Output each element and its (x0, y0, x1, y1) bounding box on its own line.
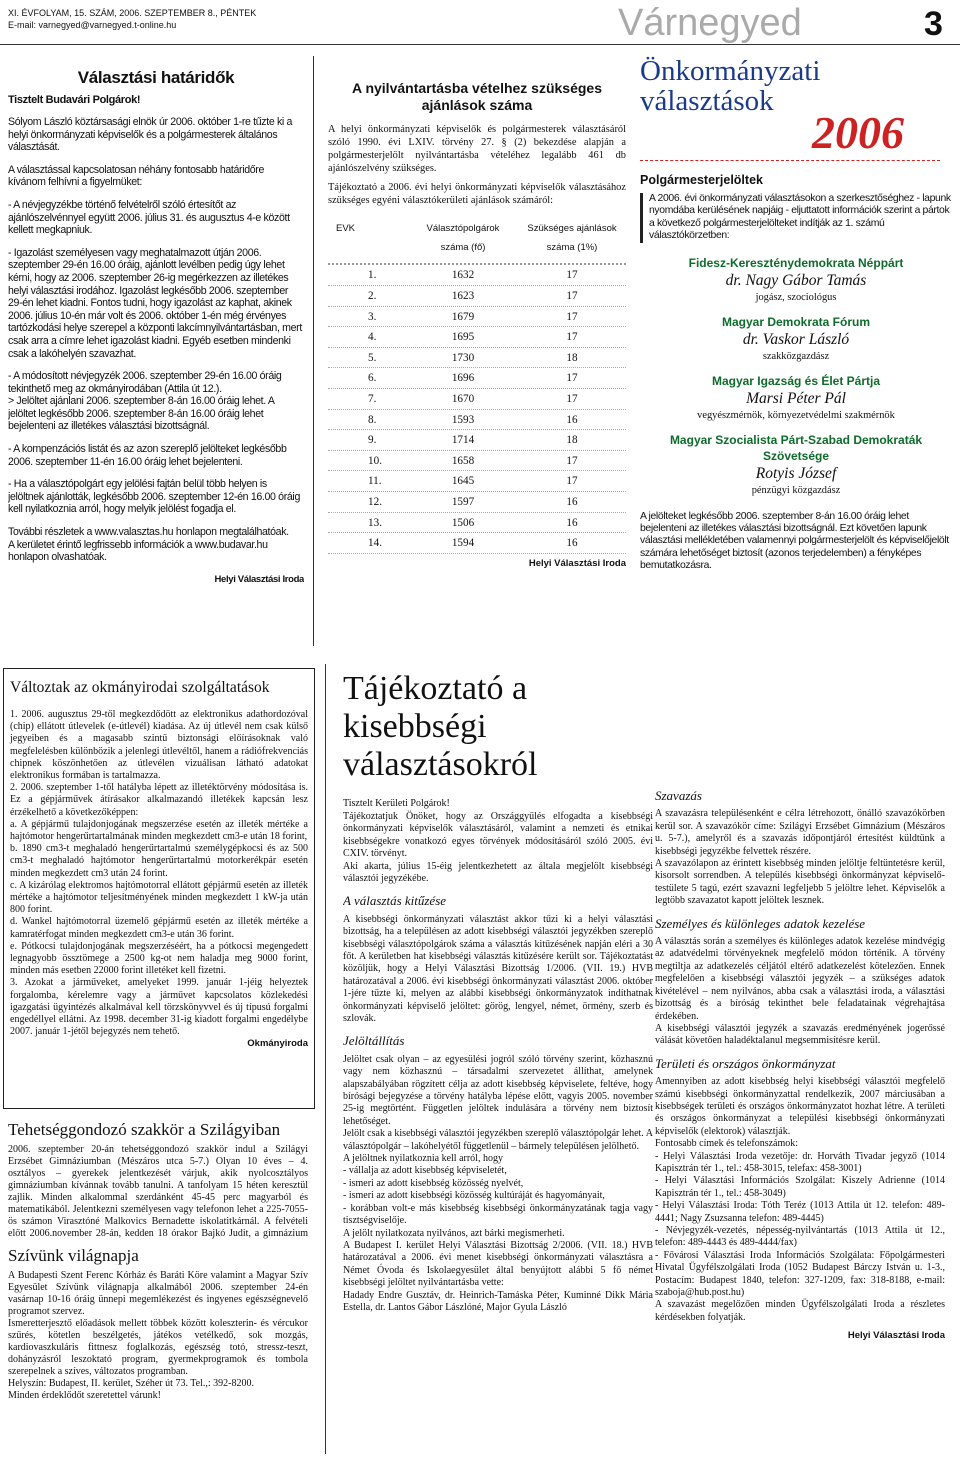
section-text: A szavazásra településenként e célra létrehozott, önálló szavazókörben kerül sor. A szavazókör címe: Szilágyi Erzsébet Gimnázium (Mészáros u. 5-7.), amelyről és a szavazás időpontjáról értesítést küldtünk a kisebbségi jegyzékbe felvettek részére. A szavazólapon az érintett kisebbség minden jelöltje feltüntetésre kerül, kisorsolt sorrendben. A település kisebbségi önkormányzat képviselő-testülete 5 tagú, ezért szavazni legfeljebb 5 jelöltre lehet. Képviselők a legtöbb szavazatot kapott jelöltek lesznek. (655, 808, 945, 907)
table-cell: 16 (566, 413, 578, 426)
section-heading: A választás kitűzése (343, 893, 447, 909)
table-cell: 17 (566, 475, 578, 488)
table-cell: 9. (368, 434, 377, 447)
table-row (328, 513, 626, 534)
email-line: E-mail: varnegyed@varnegyed.t-online.hu (8, 20, 177, 30)
nomination-signature: Helyi Választási Iroda (528, 557, 626, 569)
local-elections-article (640, 56, 952, 646)
table-cell: 17 (566, 269, 578, 282)
table-row (328, 368, 626, 389)
candidate-job: jogász, szociológus (755, 291, 837, 303)
office-paragraph: 1. 2006. augusztus 29-től megkezdődött az elektronikus adathordozóval (chip) ellátott útlevelek (e-útlevél) kiadása. Az új útlevél nem csak külső jegyeiben és a magasabb szintű biztonsági előírásoknak való megfelelésben különbözik a jelenlegi útlevéltől, hanem a rádiófrekvenciás chipnek köszönhetően az útlevélen vizuálisan látható adatokat elektronikus formában is tartalmazza. (10, 709, 308, 782)
table-cell: 1670 (451, 393, 475, 405)
evk-table (328, 219, 626, 553)
office-title: Változtak az okmányirodai szolgáltatások (10, 679, 270, 696)
table-cell: 12. (368, 495, 382, 508)
table-row (328, 430, 626, 451)
deadlines-signature: Helyi Választási Iroda (214, 573, 304, 585)
candidate-party: Magyar Demokrata Fórum (721, 314, 871, 329)
section-heading: Szavazás (655, 788, 702, 803)
local-title-year: 2006 (812, 107, 904, 158)
table-cell: 5. (368, 351, 377, 364)
section-text: Amennyiben az adott kisebbség helyi kisebbségi választói megfelelő számú kisebbségi önkormányzattal rendelkezik, 2007 márciusában a kisebbségek területi és országos önkormányzatot hozhat létre. A területi és országos önkormányzat a települési kisebbségi önkormányzati képviselők (elektorok) választják. Fontosabb címek és telefonszámok: - Helyi Választási Iroda vezetője: dr. Horváth Tivadar jegyző (1014 Kapisztrán tér 1., tel.: 458-3015, telefax: 458-3001) - Helyi Választási Információs Szolgálat: Kiszely Adrienne (1014 Kapisztrán tér 1., tel.: 458-3049) - Helyi Választási Iroda: Tóth Teréz (1013 Attila út 12. telefon: 489-4441; Nagy Zsuzsanna telefon: 489-4445) - Névjegyzék-vezetés, népesség-nyilvántartás (1013 Attila út 12., telefon: 489-4443 és 489-4444/fax) - Fővárosi Választási Iroda Információs Szolgálata: Főpolgármesteri Hivatal Ügyfélszolgálati Iroda (1052 Budapest Bárczy István u. 1-3., Postacím: Budapest 1840, telefon: 327-1209, fax: 318-8188, e-mail: szaboja@hub.post.hu) A szavazást megelőzően minden Ügyfélszolgálati Iroda a részletes kérdésekben folyatják. (655, 1076, 945, 1323)
table-cell: 1695 (451, 331, 475, 344)
deadline-paragraph: - Ha a választópolgárt egy jelölési fajtán belül több helyen is jelöltnek ajánlották, legkésőbb 2006. szeptember 12-én 16.00 óráig kell nyilatkoznia arról, hogy melyik jelölést fogadja el. (8, 478, 300, 516)
candidate-party: Fidesz-Kereszténydemokrata Néppárt (688, 255, 904, 270)
table-cell: 1632 (451, 269, 475, 282)
nomination-title: A nyilvántartásba vételhez szükséges ajánlások száma (351, 80, 603, 113)
issue-line: XI. ÉVFOLYAM, 15. SZÁM, 2006. SZEPTEMBER 8., PÉNTEK (8, 8, 257, 18)
local-title-line1: Önkormányzati (640, 56, 821, 87)
column-rule-2 (325, 664, 326, 1454)
section-heading: Jelöltállítás (343, 1033, 405, 1049)
nomination-article (328, 80, 626, 640)
office-paragraph: a. A gépjármű tulajdonjogának megszerzése esetén az illeték mértéke a hajtómotor hengerűrtartalmának minden megkezdett cm3-e után 18 forint, (10, 818, 308, 843)
nomination-lead: Tájékoztató a 2006. évi helyi önkormányzati képviselők választásához szükséges egyéni választókerületi ajánlások számáról: (328, 181, 626, 206)
table-cell: 4. (368, 331, 377, 344)
table-row (328, 348, 626, 369)
table-cell: 17 (566, 454, 578, 467)
table-row (328, 327, 626, 348)
deadline-paragraph: További részletek a www.valasztas.hu honlapon megtalálhatóak. A kerületet érintő legfrissebb információk a www.budavar.hu honlapon olvashatóak. (8, 526, 289, 564)
table-row (328, 410, 626, 431)
minority-article-right (655, 780, 945, 1450)
office-paragraph: 2. 2006. szeptember 1-től hatályba lépett az illetéktörvény módosítása is. Ez a gépjárművek átírásakor alkalmazandó illetékek kapcsán lesz érzékelhető a következőképpen: (10, 782, 308, 818)
table-cell: 18 (566, 434, 578, 447)
table-header (328, 219, 626, 265)
minority-title-line2: választásokról (343, 746, 538, 783)
red-divider (640, 160, 940, 161)
section-text: A választás során a személyes és különleges adatok kezelése mindvégig az adatvédelmi törvényeknek megfelelő módon történik. A törvény megtiltja az adatkezelés céljától eltérő adatkezelést kötelezően. Ennek megfelelően a kisebbségi választói jegyzék – a szükséges adatok kivételével – nem nyilvános, abba csak a választási iroda, a választási bizottság és a bíróság tekinthet bele feladatainak végrehajtása érdekében. A kisebbségi választói jegyzék a szavazás eredményének jogerőssé válását követően haladéktalanul megsemmisítésre kerül. (655, 936, 945, 1047)
table-cell: 1658 (451, 454, 475, 467)
candidates-intro: A 2006. évi önkormányzati választásokon a szerkesztőséghez - lapunk nyomdába kerülésének napjáig - eljuttatott információk szerint a pártok a következő polgármesterjelölteket indítják az 1. számú választókörzetben: (640, 193, 952, 243)
section-text: Jelöltet csak olyan – az egyesülési jogról szóló törvény szerint, közhasznú vagy nem közhasznú – társadalmi szervezetet állíthat, amelynek alapszabályában rögzített célja az adott kisebbség képviselete, feltéve, hogy bírósági bejegyzése a törvény hatályba lépése előtt, vagyis 2005. november 25-ig megtörtént. Független jelöltek indulására a törvény nem biztosít lehetőséget. Jelölt csak a kisebbségi választói jegyzékben szereplő választópolgár lehet. A választópolgár – lakóhelyétől függetlenül – bármely településen jelölhető. A jelöltnek nyilatkoznia kell arról, hogy - vállalja az adott kisebbség képviseletét, - ismeri az adott kisebbség közösség nyelvét, - ismeri az adott kisebbségi közösség kultúráját és hagyományait, - korábban volt-e más kisebbség kisebbségi önkormányzatának tagja vagy tisztségviselője. A jelölt nyilatkozata nyilvános, azt bárki megismerheti. (343, 1053, 653, 1239)
table-cell: 1506 (451, 516, 475, 529)
talent-text: 2006. szeptember 20-án tehetséggondozó szakkör indul a Szilágyi Erzsébet Gimnáziumban (Mészáros utca 5-7.) Olyan 10 éves – 4. osztályos – gyerekek jelentkezését várjuk, akik nyolcosztályos gimnáziumban kívánnak tovább tanulni. A tanfolyam 15 héten keresztül zajlik. Minden alkalommal szerdánként 45-45 perc magyarból és matematikából. Jelentkezni személyesen vagy telefonon lehet a 225-7055-ös számon Virasztóné Malkovics Bernadette iskolatitkárnál. A felvételi előtt 2006.november 28-án, kedden 18 órakor Bajkó Judit, a gimnázium (8, 1144, 308, 1239)
table-cell: 18 (566, 351, 578, 364)
heart-text-2: Ismeretterjesztő előadások mellett többek között koleszterin- és vércukor szűrés, kötetlen beszélgetés, játékos vetélkedő, sok mozgás, kardiovaszkuláris fittnesz foglalkozás, egészség totó, stressz-teszt, dohányzásról leszoktató program, gyermekprogramok és tombola szerepelnek a szíves, változatos programban. Helyszín: Budapest, II. kerület, Széher út 73. Tel.,: 392-8200. Minden érdeklődőt szeretettel várunk! (8, 1318, 308, 1401)
table-cell: 1623 (451, 290, 475, 303)
table-cell: 1679 (451, 310, 475, 323)
candidate-name: dr. Nagy Gábor Tamás (725, 271, 867, 289)
table-cell: 16 (566, 516, 578, 529)
section-heading: Személyes és különleges adatok kezelése (655, 915, 866, 931)
table-cell: 17 (566, 310, 578, 323)
table-cell: 16 (566, 495, 578, 508)
table-cell: 6. (368, 372, 377, 385)
heart-article (8, 1246, 308, 1470)
office-article (3, 668, 315, 1109)
column-rule (313, 56, 314, 646)
heart-text-1: A Budapesti Szent Ferenc Kórház és Baráti Köre valamint a Magyar Szív Egyesület Szívünk világnapja alkalmából 2006. szeptember 24-én vasárnap 10-16 óráig ünnepi megemlékezést és ingyenes egészségnevelő programot szervez. (8, 1270, 308, 1317)
deadline-paragraph: Sólyom László köztársasági elnök úr 2006. október 1-re tűzte ki a helyi önkormányzati képviselők és a polgármesterek általános választását. (8, 116, 293, 154)
table-cell: 16 (566, 537, 578, 550)
minority-signature: Helyi Választási Iroda (847, 1330, 945, 1342)
table-cell: 3. (368, 310, 377, 323)
candidate-job: szakközgazdász (762, 350, 830, 362)
table-row (328, 307, 626, 328)
table-row (328, 533, 626, 554)
deadlines-article (8, 68, 304, 636)
deadline-paragraph: - Igazolást személyesen vagy meghatalmazott útján 2006. szeptember 29-én 16.00 óráig, ajánlott levélben pedig úgy lehet kérni, hogy az 2006. szeptember 26-ig megérkezzen az illetékes helyi választási irodához. Igazolást legkésőbb 2006. szeptember 29-én lehet kiadni. Fontos tudni, hogy igazolást az kaphat, akinek 2006. július 10-én már volt és 2006. október 1-én még érvényes tartózkodási helye szerepel a központi lakcímnyilvántartásban, mert csak arra a címre lehet igazolást kiadni. Egyéb esetben mindenki csak a lakóhelyén szavazhat. (8, 246, 302, 360)
office-paragraph: d. Wankel hajtómotorral üzemelő gépjármű esetén az illeték mértéke a kamratérfogat minden megkezdett cm3-e után 36 forint. (10, 916, 308, 940)
candidate-name: Rotyis József (755, 464, 837, 482)
table-cell: 14. (368, 537, 382, 550)
section-text: Tájékoztatjuk Önöket, hogy az Országgyűlés elfogadta a kisebbségi önkormányzati képviselők választásáról, valamint a nemzeti és etnikai kisebbségekre vonatkozó egyes törvények módosításáról szóló 2005. évi CXIV. törvényt. Aki akarta, július 15-éig jelentkezhetett az általa megjelölt kisebbségi választói jegyzékébe. (343, 810, 653, 884)
office-paragraph: c. A kizárólag elektromos hajtómotorral ellátott gépjármű esetén az illeték mértéke a hajtómotor teljesítményének minden megkezdett 1 kW-ja után 800 forint. (10, 879, 308, 916)
deadline-paragraph: - A névjegyzékbe történő felvételről szóló értesítőt az ajánlószelvénnyel együtt 2006. július 31. és augusztus 4-e között kellett megkapniuk. (8, 198, 290, 237)
table-cell: 1594 (451, 537, 475, 550)
table-cell: 17 (566, 331, 578, 344)
column-header: Szükséges ajánlások száma (1%) (527, 223, 617, 254)
table-cell: 17 (566, 393, 578, 405)
column-header: Választópolgárok száma (fő) (426, 223, 500, 254)
heart-title: Szívünk világnapja (8, 1246, 139, 1265)
talent-article (8, 1120, 308, 1240)
minority-article-left (343, 670, 653, 1470)
section-text: A Budapest I. kerület Helyi Választási Bizottság 2/2006. (VII. 18.) HVB határozatával a 2006. évi menet kisebbségi önkormányzati választásra a Német Óvoda és Iskolaegyesület által benyújtott alábbi 5 fő német kisebbségi jelöltet nyilvántartásba vette: Hadady Endre Gusztáv, dr. Heinrich-Tamáska Péter, Kuminné Dikk Mária Estella, dr. Lantos Gábor Lászlóné, Major Gyula László (343, 1239, 653, 1313)
candidates-closing: A jelölteket legkésőbb 2006. szeptember 8-án 16.00 óráig lehet bejelenteni az illetékes választási bizottságnál. Ezt követően lapunk választási mellékletében valamennyi polgármesterjelölt és képviselőjelölt számára lehetőséget biztosít (azonos terjedelemben) a fényképes bemutatkozásra. (640, 510, 949, 572)
header-rule (0, 44, 960, 45)
table-cell: 1. (368, 269, 377, 282)
candidate-job: pénzügyi közgazdász (751, 484, 841, 496)
table-row (328, 265, 626, 286)
deadline-paragraph: - A kompenzációs listát és az azon szereplő jelölteket legkésőbb 2006. szeptember 11-én 16.00 óráig lehet bejelenteni. (8, 443, 287, 468)
section-text: A kisebbségi önkormányzati választást akkor tűzi ki a helyi választási bizottság, ha a településen az adott kisebbségi választói jegyzékben szereplő kisebbségi választópolgárok száma a választás kitűzésének napján eléri a 30 főt. A kerületben hat kisebbségi választás kitűzésére került sor. Tájékoztatást közöljük, hogy a Helyi Választási Bizottság 1/2006. (VII. 19.) HVB határozatával a 2006. évi kisebbségi önkormányzati választást 2006. október 1-jére tűzte ki, melyen az alábbi kisebbségi önkormányzatok indíthatnak önkormányzati képviselő jelöltet: görög, lengyel, német, örmény, szerb és szlovák. (343, 913, 653, 1024)
issue-info (8, 7, 256, 31)
office-paragraph: 3. Azokat a járműveket, amelyeket 1999. január 1-jéig helyeztek forgalomba, kérelemre vagy a járművet kapcsolatos közlekedési igazgatási ügyintézés alkalmával kell törzskönyvvel és új típusú forgalmi engedéllyel ellátni. Az 1998. december 31-ig kiadott forgalmi engedélybe 2007. január 1-jétől bejegyzés nem tehető. (10, 977, 308, 1038)
minority-greeting: Tisztelt Kerületi Polgárok! (343, 798, 450, 809)
brand-logo: Várnegyed (618, 2, 802, 44)
candidate-job: vegyészmérnök, környezetvédelmi szakmérnök (697, 409, 895, 421)
table-cell: 8. (368, 413, 377, 426)
table-cell: 7. (368, 393, 377, 405)
office-signature: Okmányiroda (247, 1038, 308, 1050)
candidate-party: Magyar Igazság és Élet Pártja (711, 373, 881, 388)
table-cell: 2. (368, 290, 377, 303)
table-row (328, 492, 626, 513)
table-cell: 11. (368, 475, 382, 488)
table-cell: 17 (566, 290, 578, 303)
deadline-paragraph: - A módosított névjegyzék 2006. szeptember 29-én 16.00 óráig tekinthető meg az okmányirodában (Attila út 12.). > Jelöltet ajánlani 2006. szeptember 8-án 16.00 óráig lehet. A jelöltet legkésőbb 2006. szeptember 8-án 16.00 óráig lehet bejelenteni az illetékes választási bizottságnál. (8, 370, 282, 433)
table-row (328, 471, 626, 492)
table-cell: 17 (566, 372, 578, 385)
candidate-name: dr. Vaskor László (742, 330, 850, 348)
section-heading: Területi és országos önkormányzat (655, 1055, 836, 1071)
table-cell: 13. (368, 516, 382, 529)
office-paragraph: b. 1890 cm3-t meghaladó hengerűrtartalmú személygépkocsi és az 500 cm3-t meghaladó hajtómotor hengerűrtartalmú motorkerékpár esetén minden megkezdett cm3 után 24 forint. (10, 843, 308, 879)
table-row (328, 451, 626, 472)
nomination-intro: A helyi önkormányzati képviselők és polgármesterek választásáról szóló 1990. évi LXIV. törvény 27. § (2) bekezdése alapján a polgármesterjelölt nyilvántartásba vételéhez legalább 461 db ajánlószelvény szükséges. (328, 124, 626, 174)
local-title-line2: választások (640, 85, 774, 117)
candidate-name: Marsi Péter Pál (746, 389, 846, 407)
table-cell: 1730 (451, 351, 475, 364)
table-row (328, 389, 626, 410)
table-cell: 10. (368, 454, 382, 467)
table-cell: 1714 (451, 434, 475, 447)
minority-title-line1: Tájékoztató a kisebbségi (343, 670, 528, 745)
table-cell: 1597 (451, 495, 475, 508)
table-cell: 1645 (451, 475, 475, 488)
candidate-party: Magyar Szocialista Párt-Szabad Demokraták Szövetsége (669, 432, 923, 463)
table-row (328, 286, 626, 307)
deadline-paragraph: A választással kapcsolatosan néhány fontosabb határidőre kívánom felhívni a figyelmüket: (8, 163, 265, 189)
table-cell: 1696 (451, 372, 475, 385)
talent-title: Tehetséggondozó szakkör a Szilágyiban (8, 1120, 281, 1139)
office-paragraph: e. Pótkocsi tulajdonjogának megszerzéséért, ha a pótkocsi megengedett legnagyobb össztömege a 2500 kg-ot nem haladja meg 9000 forint, minden más esetben 22000 forint illetéket kell fizetni. (10, 940, 308, 977)
candidates-subtitle: Polgármesterjelöltek (640, 173, 763, 187)
table-cell: 1593 (451, 413, 475, 426)
deadlines-title: Választási határidők (77, 68, 235, 87)
page-number: 3 (924, 5, 943, 43)
deadlines-greeting: Tisztelt Budavári Polgárok! (8, 94, 141, 106)
column-header: EVK (336, 223, 356, 235)
